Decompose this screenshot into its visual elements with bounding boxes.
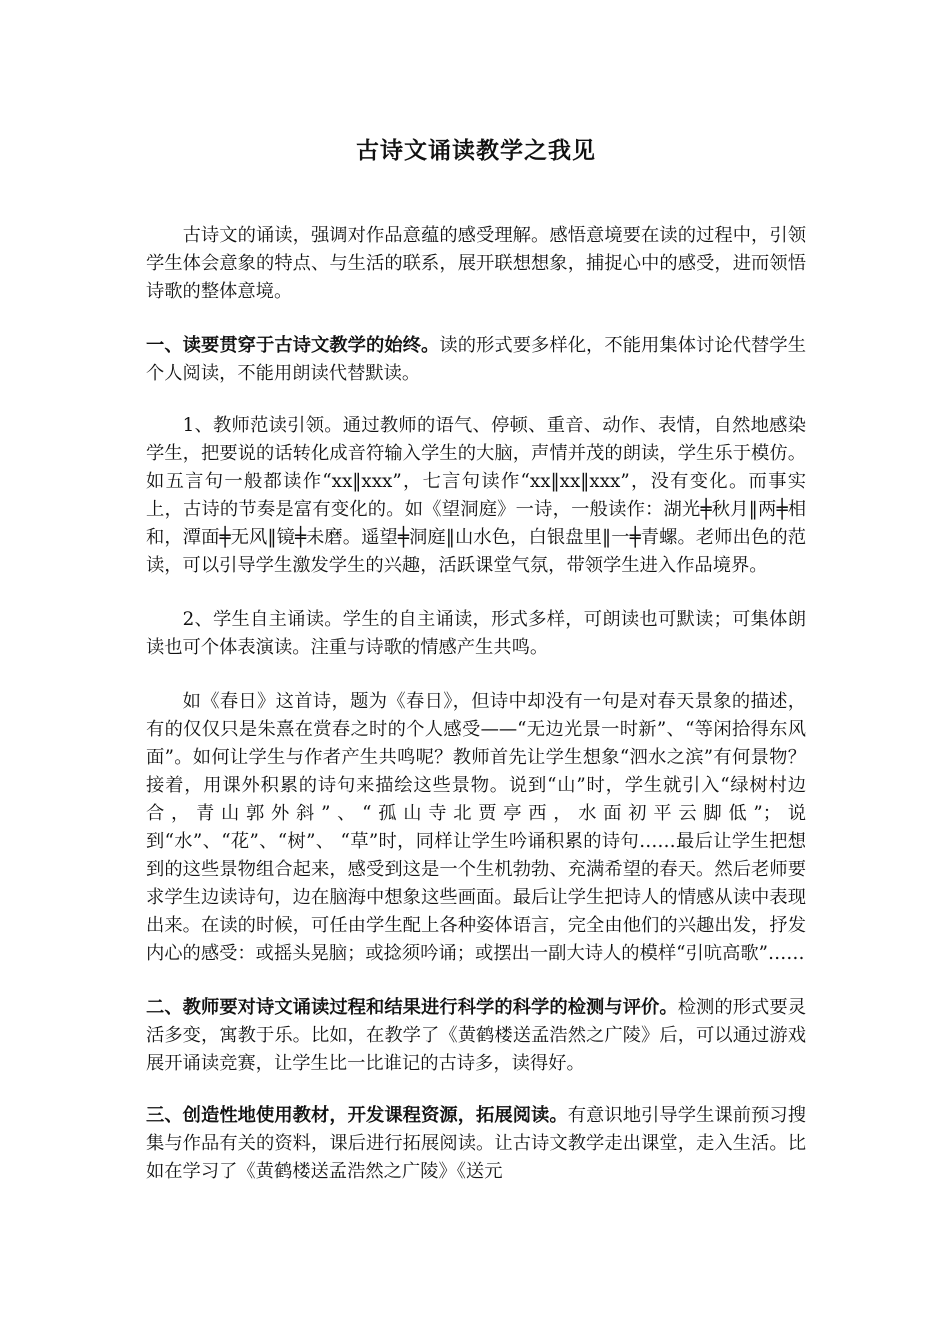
section-2-text: 检测的形式要灵活多变，寓教于乐。比如，在教学了《黄鹤楼送孟浩然之广陵》后，可以通过游戏展开诵读竞赛，让学生比一比谁记的古诗多，读得好。 xyxy=(146,997,807,1074)
section-1-paragraph xyxy=(146,332,806,388)
document-title: 古诗文诵读教学之我见 xyxy=(356,137,596,164)
section-2-heading: 二、教师要对诗文诵读过程和结果进行科学的科学的检测与评价。 xyxy=(146,997,678,1018)
section-1-text: 读的形式要多样化，不能用集体讨论代替学生个人阅读，不能用朗读代替默读。 xyxy=(146,335,807,384)
paragraph-teacher-reading: 1、教师范读引领。通过教师的语气、停顿、重音、动作、表情，自然地感染学生，把要说的话转化成音符输入学生的大脑，声情并茂的朗读，学生乐于模仿。如五言句一般都读作“xx‖xxx”，七言句读作“xx‖xx‖xxx”，没有变化。而事实上，古诗的节奏是富有变化的。如《望洞庭》一诗，一般读作：湖光╪秋月‖两╪相和，潭面╪无风‖镜╪未磨。遥望╪洞庭‖山水色，白银盘里‖一╪青螺。老师出色的范读，可以引导学生激发学生的兴趣，活跃课堂气氛，带领学生进入作品境界。 xyxy=(146,415,806,576)
section-1-heading: 一、读要贯穿于古诗文教学的始终。 xyxy=(146,335,440,356)
section-2-paragraph xyxy=(146,994,806,1078)
paragraph-spring-day-example: 如《春日》这首诗，题为《春日》，但诗中却没有一句是对春天景象的描述，有的仅仅只是朱熹在赏春之时的个人感受——“无边光景一时新”、“等闲拾得东风面”。如何让学生与作者产生共鸣呢？教师首先让学生想象“泗水之滨”有何景物？接着，用课外积累的诗句来描绘这些景物。说到“山”时，学生就引入“绿树村边合，青山郭外斜”、“孤山寺北贾亭西，水面初平云脚低”；说到“水”、“花”、“树”、 “草”时，同样让学生吟诵积累的诗句……最后让学生把想到的这些景物组合起来，感受到这是一个生机勃勃、充满希望的春天。然后老师要求学生边读诗句，边在脑海中想象这些画面。最后让学生把诗人的情感从读中表现出来。在读的时候，可任由学生配上各种姿体语言，完全由他们的兴趣出发，抒发内心的感受：或摇头晃脑；或捻须吟诵；或摆出一副大诗人的模样“引吭高歌”…… xyxy=(146,691,806,964)
section-3-text: 有意识地引导学生课前预习搜集与作品有关的资料，课后进行拓展阅读。让古诗文教学走出课堂，走入生活。比如在学习了《黄鹤楼送孟浩然之广陵》《送元 xyxy=(146,1105,807,1182)
document-body xyxy=(146,222,806,1212)
section-3-heading: 三、创造性地使用教材，开发课程资源，拓展阅读。 xyxy=(146,1105,568,1126)
paragraph-student-reading: 2、学生自主诵读。学生的自主诵读，形式多样，可朗读也可默读；可集体朗读也可个体表演读。注重与诗歌的情感产生共鸣。 xyxy=(146,609,806,658)
intro-paragraph: 古诗文的诵读，强调对作品意蕴的感受理解。感悟意境要在读的过程中，引领学生体会意象的特点、与生活的联系，展开联想想象，捕捉心中的感受，进而领悟诗歌的整体意境。 xyxy=(146,225,806,302)
section-3-paragraph xyxy=(146,1102,806,1186)
